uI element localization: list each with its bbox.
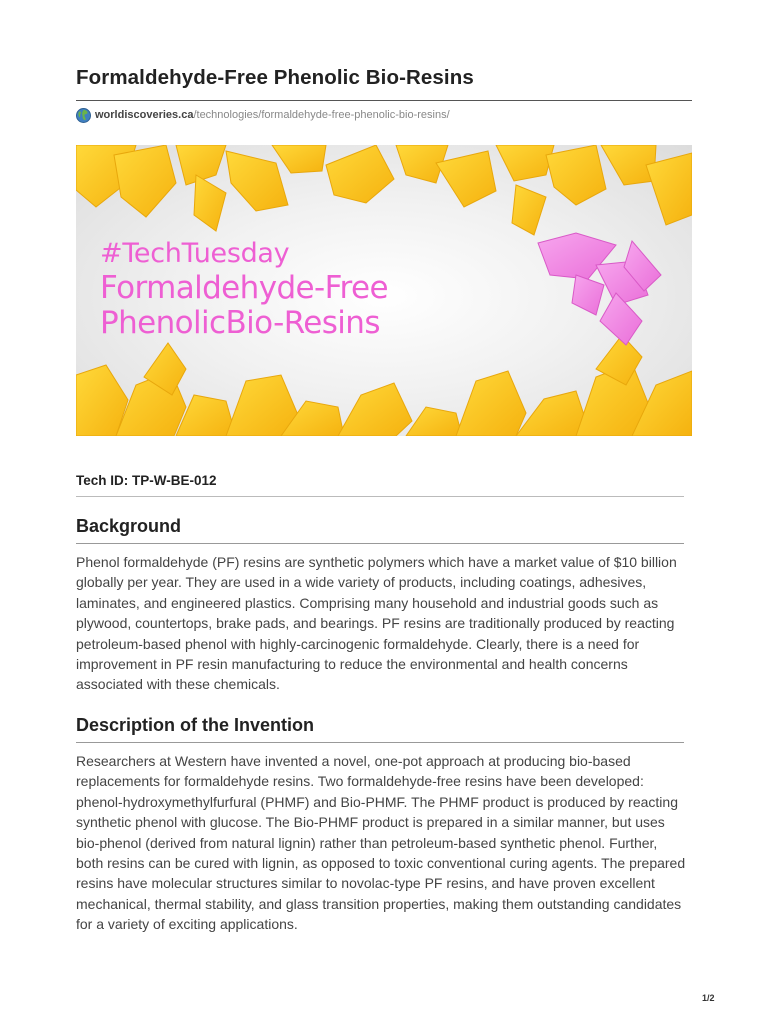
title-divider xyxy=(76,100,692,101)
page-title: Formaldehyde-Free Phenolic Bio-Resins xyxy=(76,66,474,89)
page-number: 1/2 xyxy=(702,993,715,1003)
banner-title-line-1: Formaldehyde-Free xyxy=(100,270,388,306)
url-domain[interactable]: worldiscoveries.ca xyxy=(95,109,194,121)
source-url[interactable] xyxy=(76,106,450,124)
section-heading-background: Background xyxy=(76,516,182,536)
section-divider xyxy=(76,543,684,544)
tech-id-divider xyxy=(76,496,684,497)
banner-text xyxy=(100,240,388,343)
globe-icon xyxy=(76,108,91,123)
section-divider xyxy=(76,742,684,743)
section-heading-description: Description of the Invention xyxy=(76,715,315,735)
tech-id: Tech ID: TP-W-BE-012 xyxy=(76,473,217,488)
banner-hashtag: #TechTuesday xyxy=(100,238,290,269)
banner-image xyxy=(76,145,692,436)
section-body-background: Phenol formaldehyde (PF) resins are synthetic polymers which have a market value of $10 billion globally per year. They are used in a wide variety of products, including coatings, adhesives, laminates, and engineered plastics. Comprising many household and industrial goods such as plywood, countertops, brake pads, and bearings. PF resins are traditionally produced by reacting petroleum-based phenol with highly-carcinogenic formaldehyde. Clearly, there is a need for improvement in PF resin manufacturing to reduce the environmental and health concerns associated with these chemicals. xyxy=(76,554,677,693)
url-path[interactable]: /technologies/formaldehyde-free-phenolic-bio-resins/ xyxy=(193,109,450,121)
banner-title-line-2: PhenolicBio-Resins xyxy=(100,305,380,341)
section-body-description: Researchers at Western have invented a novel, one-pot approach at producing bio-based replacements for formaldehyde resins. Two formaldehyde-free resins have been developed: phenol-hydroxymethylfurfural (PHMF) and Bio-PHMF. The PHMF product is produced by reacting synthetic phenol with glucose. The Bio-PHMF product is prepared in a similar manner, but uses bio-phenol (derived from natural lignin) rather than petroleum-based synthetic phenol. Further, both resins can be cured with lignin, as opposed to toxic conventional curing agents. The prepared resins have molecular structures similar to novolac-type PF resins, and have proven excellent mechanical, thermal stability, and glass transition properties, making them outstanding candidates for a variety of exciting applications. xyxy=(76,753,686,933)
